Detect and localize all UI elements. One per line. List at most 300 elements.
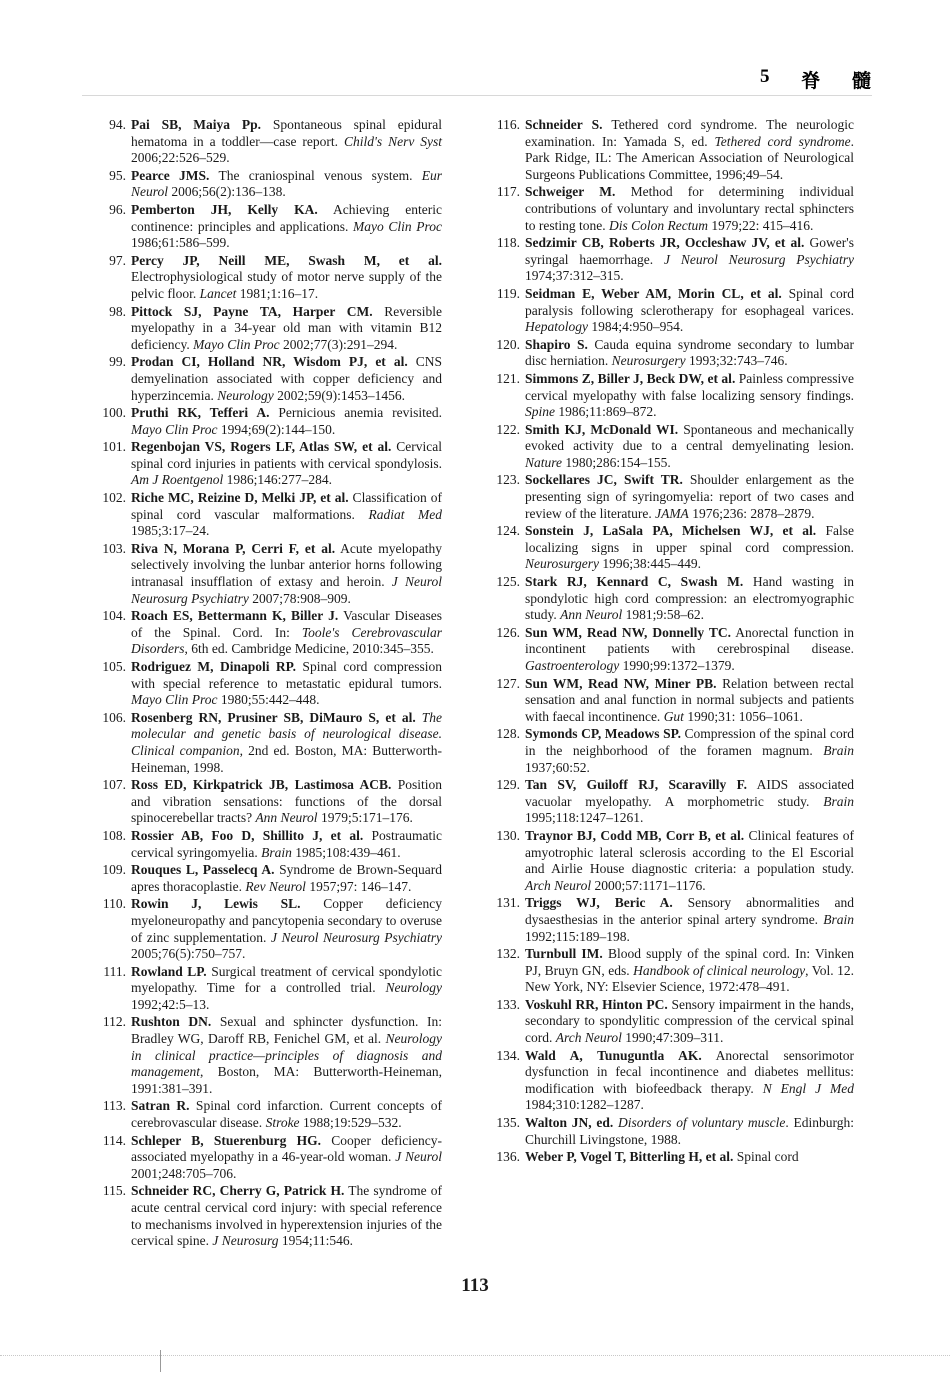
reference-citation: 1981;9:58–62. <box>622 607 705 623</box>
reference-number: 124. <box>496 523 520 539</box>
reference-journal: Dis Colon Rectum <box>609 217 708 233</box>
reference-journal: Mayo Clin Proc <box>193 336 280 352</box>
reference-number: 129. <box>496 777 520 793</box>
reference-citation: 1992;42:5–13. <box>131 996 210 1012</box>
reference-authors: Seidman E, Weber AM, Morin CL, et al. <box>525 285 782 301</box>
reference-authors: Sun WM, Read NW, Donnelly TC. <box>525 624 731 640</box>
reference-citation: 1986;61:586–599. <box>131 235 230 251</box>
reference-citation: 1981;1:16–17. <box>236 285 319 301</box>
reference-authors: Shapiro S. <box>525 336 588 352</box>
references-right-column <box>484 117 854 1167</box>
reference-authors: Ross ED, Kirkpatrick JB, Lastimosa ACB. <box>131 777 392 793</box>
reference-number: 99. <box>109 354 126 370</box>
reference-text: Spinal cord compression with special reference to metastatic epidural tumors. <box>131 659 442 691</box>
reference-journal: Neurosurgery <box>611 353 686 369</box>
reference-authors: Roach ES, Bettermann K, Biller J. <box>131 608 339 624</box>
reference-body <box>131 1098 442 1131</box>
reference-number: 100. <box>102 405 126 421</box>
reference-body <box>131 439 442 489</box>
reference-text: Cervical spinal cord injuries in patients with cervical spondylosis. <box>131 439 442 471</box>
reference-citation: , Vol. 12. New York, NY: Elsevier Science, 1972:478–491. <box>525 962 854 995</box>
reference-text: False localizing signs in upper spinal cord compression. <box>525 523 854 555</box>
reference-entry <box>90 253 442 303</box>
reference-text: Surgical treatment of cervical spondylotic myelopathy. Time for a controlled trial. <box>131 963 442 996</box>
reference-text: Sensory impairment in the hands, secondary to spondylitic compression of the cervical spinal cord. <box>525 996 854 1046</box>
reference-body <box>131 168 442 201</box>
reference-journal: Ann Neurol <box>560 607 623 623</box>
reference-journal: Neurology in clinical practice—principles of diagnosis and management <box>131 1031 442 1080</box>
reference-number: 116. <box>496 117 520 132</box>
reference-citation: 2006;22:526–529. <box>131 150 230 166</box>
reference-citation: 1974;37:312–315. <box>525 268 624 284</box>
reference-number: 110. <box>102 896 126 912</box>
reference-body <box>525 777 854 827</box>
reference-body <box>131 354 442 404</box>
reference-text: Compression of the spinal cord in the neighborhood of the foramen magnum. <box>525 726 854 758</box>
reference-journal: Brain <box>823 742 854 758</box>
reference-entry <box>90 964 442 1014</box>
reference-authors: Percy JP, Neill ME, Swash M, et al. <box>131 252 442 268</box>
reference-text: Clinical features of amyotrophic lateral sclerosis according to the El Escorial and Airlie House diagnostic criteria: a population study. <box>525 827 854 877</box>
reference-authors: Stark RJ, Kennard C, Swash M. <box>525 574 744 590</box>
chapter-title-char-1: 脊 <box>801 71 822 92</box>
reference-authors: Rodriguez M, Dinapoli RP. <box>131 659 297 674</box>
reference-body <box>131 608 442 658</box>
reference-number: 133. <box>496 996 520 1012</box>
reference-authors: Rosenberg RN, Prusiner SB, DiMauro S, et al. <box>131 709 416 725</box>
reference-number: 131. <box>496 895 520 911</box>
reference-citation: 1996;38:445–449. <box>599 556 702 572</box>
reference-entry <box>90 1014 442 1097</box>
reference-authors: Schneider S. <box>525 117 603 132</box>
reference-body <box>131 964 442 1014</box>
reference-citation: . Park Ridge, IL: The American Association of Neurological Surgeons Publications Committee, 1996;49–54. <box>525 133 854 182</box>
reference-body <box>525 1149 854 1166</box>
reference-citation: 1992;115:189–198. <box>525 928 630 944</box>
reference-body <box>131 828 442 861</box>
reference-citation: 2002;59(9):1453–1456. <box>273 387 405 403</box>
reference-journal: Spine <box>525 404 555 420</box>
reference-entry <box>90 896 442 962</box>
reference-number: 134. <box>496 1047 520 1063</box>
reference-text: Gower's syringal haemorrhage. <box>525 235 854 267</box>
reference-authors: Wald A, Tunuguntla AK. <box>525 1047 702 1063</box>
reference-journal: J Neurol <box>395 1149 442 1165</box>
reference-number: 104. <box>102 608 126 624</box>
reference-number: 102. <box>102 490 126 506</box>
reference-authors: Weber P, Vogel T, Bitterling H, et al. <box>525 1149 734 1165</box>
reference-body <box>131 710 442 776</box>
reference-entry <box>484 574 854 624</box>
reference-text: Cauda equina syndrome secondary to lumbar disc herniation. <box>525 336 855 369</box>
reference-body <box>131 405 442 438</box>
reference-number: 112. <box>102 1014 126 1030</box>
reference-citation: 2007;78:908–909. <box>248 590 351 606</box>
reference-text: Method for determining individual contributions of voluntary and involuntary rectal sphincters to resting tone. <box>525 184 854 233</box>
reference-journal: Nature <box>525 454 562 470</box>
reference-entry <box>90 659 442 709</box>
reference-text: Cooper deficiency-associated myelopathy in a 46-year-old woman. <box>131 1132 443 1165</box>
reference-number: 113. <box>102 1098 126 1114</box>
reference-authors: Smith KJ, McDonald WI. <box>525 421 679 437</box>
page-number: 113 <box>461 1275 489 1296</box>
reference-citation: 1979;5:171–176. <box>317 810 413 826</box>
reference-authors: Walton JN, ed. <box>525 1115 614 1131</box>
reference-citation: 1937;60:52. <box>525 759 590 775</box>
reference-text: Anorectal function in incontinent patients with cerebrospinal disease. <box>525 624 854 657</box>
reference-entry <box>90 541 442 607</box>
reference-body <box>131 253 442 303</box>
reference-entry <box>484 523 854 573</box>
reference-body <box>525 184 854 234</box>
reference-number: 117. <box>496 184 520 200</box>
reference-citation: 1994;69(2):144–150. <box>217 421 336 437</box>
reference-entry <box>90 862 442 895</box>
reference-text: Relation between rectal sensation and anal function in normal subjects and patients with faecal incontinence. <box>525 675 854 724</box>
reference-entry <box>484 828 854 894</box>
reference-text: Sensory abnormalities and dysaesthesias in the anterior spinal artery syndrome. <box>525 895 854 927</box>
reference-authors: Rushton DN. <box>131 1014 212 1030</box>
reference-entry <box>484 726 854 776</box>
reference-journal: Stroke <box>265 1115 300 1131</box>
reference-number: 123. <box>496 472 520 488</box>
reference-citation: 2006;56(2):136–138. <box>168 184 286 200</box>
reference-journal: Toole's Cerebrovascular Disorders <box>131 624 442 657</box>
reference-entry <box>484 422 854 472</box>
reference-entry <box>484 1115 854 1148</box>
reference-body <box>525 895 854 945</box>
reference-text: Acute myelopathy selectively involving the lunbar anterior horns following intranasal insufflation of extasy and heroin. <box>131 540 442 590</box>
reference-authors: Schneider RC, Cherry G, Patrick H. <box>131 1183 345 1199</box>
reference-authors: Turnbull IM. <box>525 946 603 962</box>
reference-number: 98. <box>109 303 126 319</box>
reference-entry <box>484 286 854 336</box>
reference-number: 95. <box>109 167 126 183</box>
reference-entry <box>484 117 854 183</box>
reference-number: 130. <box>496 827 520 843</box>
reference-number: 118. <box>496 235 520 251</box>
reference-journal: Mayo Clin Proc <box>131 421 218 437</box>
reference-authors: Pemberton JH, Kelly KA. <box>131 201 318 217</box>
reference-citation: 1984;4:950–954. <box>588 319 684 335</box>
reference-text: Vascular Diseases of the Spinal. Cord. In: <box>131 608 442 640</box>
reference-body <box>525 422 854 472</box>
reference-citation: 1976;236: 2878–2879. <box>688 505 815 521</box>
reference-journal: Brain <box>261 844 292 860</box>
reference-entry <box>90 1183 442 1249</box>
reference-authors: Pruthi RK, Tefferi A. <box>131 405 270 421</box>
reference-entry <box>90 202 442 252</box>
reference-citation: 2002;77(3):291–294. <box>279 336 398 352</box>
reference-text: Sexual and sphincter dysfunction. In: Bradley WG, Daroff RB, Fenichel GM, et al. <box>131 1014 442 1047</box>
reference-text: AIDS associated vacuolar myelopathy. A morphometric study. <box>525 777 855 809</box>
reference-body <box>525 1115 854 1148</box>
reference-entry <box>484 777 854 827</box>
reference-number: 107. <box>102 777 126 793</box>
reference-authors: Rowin J, Lewis SL. <box>131 896 301 912</box>
reference-citation: 1954;11:546. <box>278 1233 353 1249</box>
reference-journal: Arch Neurol <box>525 877 592 893</box>
reference-citation: , Boston, MA: Butterworth-Heineman, 1991:381–391. <box>131 1064 442 1096</box>
reference-number: 108. <box>102 827 126 843</box>
reference-citation: 1980;55:442–448. <box>217 692 320 708</box>
reference-entry <box>484 1048 854 1114</box>
reference-entry <box>90 490 442 540</box>
reference-body <box>525 371 854 421</box>
reference-journal: Neurosurgery <box>525 556 599 572</box>
reference-text: Pernicious anemia revisited. <box>269 405 442 421</box>
reference-authors: Pearce JMS. <box>131 167 210 183</box>
reference-citation: 1980;286:154–155. <box>562 454 671 470</box>
reference-citation: . Edinburgh: Churchill Livingstone, 1988. <box>525 1115 855 1147</box>
reference-journal: Ann Neurol <box>255 810 318 826</box>
reference-journal: Neurology <box>385 980 442 996</box>
chapter-number: 5 <box>760 66 771 87</box>
reference-number: 114. <box>102 1132 126 1148</box>
reference-number: 135. <box>496 1115 520 1131</box>
reference-entry <box>484 676 854 726</box>
reference-entry <box>90 777 442 827</box>
reference-citation: 1990;47:309–311. <box>621 1030 724 1046</box>
reference-number: 125. <box>496 574 520 590</box>
reference-text: CNS demyelination associated with copper deficiency and hyperzincemia. <box>131 354 442 403</box>
reference-authors: Prodan CI, Holland NR, Wisdom PJ, et al. <box>131 354 408 370</box>
running-header <box>760 66 872 93</box>
reference-text: Copper deficiency myeloneuropathy and pancytopenia secondary to overuse of zinc supplementation. <box>131 896 442 945</box>
reference-text: Anorectal sensorimotor dysfunction in fecal incontinence and diabetes mellitus: modification with biofeedback therapy. <box>525 1047 854 1096</box>
reference-journal: N Engl J Med <box>762 1080 854 1096</box>
reference-authors: Satran R. <box>131 1098 190 1114</box>
reference-number: 101. <box>102 439 126 455</box>
reference-entry <box>90 608 442 658</box>
reference-text: Blood supply of the spinal cord. In: Vinken PJ, Bruyn GN, eds. <box>525 946 854 978</box>
header-divider <box>82 95 872 96</box>
reference-number: 105. <box>102 659 126 674</box>
reference-entry <box>484 472 854 522</box>
reference-journal: J Neurosurg <box>212 1233 279 1249</box>
reference-journal: Tethered cord syndrome <box>714 133 851 149</box>
reference-citation: 1957;97: 146–147. <box>305 878 412 894</box>
reference-citation: 1979;22: 415–416. <box>708 217 814 233</box>
reference-body <box>525 1048 854 1114</box>
reference-body <box>525 286 854 336</box>
reference-journal: Brain <box>823 793 854 809</box>
reference-body <box>525 117 854 183</box>
reference-entry <box>484 625 854 675</box>
reference-journal: J Neurol Neurosurg Psychiatry <box>664 251 855 267</box>
reference-citation: 1986;11:869–872. <box>555 404 657 420</box>
footer-crop-mark <box>160 1350 161 1372</box>
reference-journal: Am J Roentgenol <box>131 472 224 488</box>
reference-authors: Tan SV, Guiloff RJ, Scaravilly F. <box>525 777 748 793</box>
reference-authors: Schweiger M. <box>525 184 616 200</box>
reference-journal: Radiat Med <box>368 506 442 522</box>
reference-entry <box>90 354 442 404</box>
reference-entry <box>484 371 854 421</box>
reference-journal: Eur Neurol <box>131 167 442 200</box>
reference-text: Spinal cord infarction. Current concepts of cerebrovascular disease. <box>131 1098 442 1131</box>
reference-text: Syndrome de Brown-Sequard apres thoracoplastie. <box>131 862 442 894</box>
reference-journal: Brain <box>823 911 854 927</box>
reference-body <box>525 625 854 675</box>
reference-entry <box>484 337 854 370</box>
reference-authors: Symonds CP, Meadows SP. <box>525 726 681 742</box>
reference-number: 115. <box>102 1183 126 1199</box>
reference-body <box>131 1133 442 1183</box>
reference-number: 128. <box>496 726 520 742</box>
reference-journal: Child's Nerv Syst <box>343 133 442 149</box>
reference-journal: Hepatology <box>525 319 588 335</box>
reference-citation: 1988;19:529–532. <box>299 1115 402 1131</box>
reference-authors: Rowland LP. <box>131 963 207 979</box>
reference-journal: The molecular and genetic basis of neurological disease. Clinical companion <box>131 709 442 758</box>
reference-authors: Pittock SJ, Payne TA, Harper CM. <box>131 303 373 319</box>
reference-body <box>525 946 854 996</box>
reference-journal: JAMA <box>655 505 689 521</box>
reference-citation: 1990;31: 1056–1061. <box>683 708 803 724</box>
reference-journal: Mayo Clin Proc <box>353 218 442 234</box>
reference-body <box>525 997 854 1047</box>
reference-number: 126. <box>496 624 520 640</box>
reference-entry <box>484 946 854 996</box>
reference-journal: J Neurol Neurosurg Psychiatry <box>270 929 443 945</box>
reference-number: 120. <box>496 336 520 352</box>
reference-citation: 1984;310:1282–1287. <box>525 1097 644 1113</box>
reference-text: Reversible myelopathy in a 34-year old man with vitamin B12 deficiency. <box>131 303 443 352</box>
reference-body <box>131 541 442 607</box>
reference-journal: Rev Neurol <box>245 878 306 894</box>
reference-authors: Rouques L, Passelecq A. <box>131 862 275 878</box>
reference-authors: Regenbojan VS, Rogers LF, Atlas SW, et al. <box>131 439 392 455</box>
reference-body <box>525 523 854 573</box>
reference-entry <box>484 1149 854 1166</box>
reference-number: 132. <box>496 946 520 962</box>
reference-citation: , 6th ed. Cambridge Medicine, 2010:345–355. <box>184 641 434 657</box>
reference-citation: 1985;108:439–461. <box>291 844 401 860</box>
reference-authors: Traynor BJ, Codd MB, Corr B, et al. <box>525 827 745 843</box>
reference-authors: Sonstein J, LaSala PA, Michelsen WJ, et al. <box>525 523 817 539</box>
reference-body <box>525 828 854 894</box>
reference-body <box>525 676 854 726</box>
reference-authors: Riche MC, Reizine D, Melki JP, et al. <box>131 490 349 506</box>
reference-entry <box>90 1133 442 1183</box>
reference-number: 97. <box>109 252 126 268</box>
reference-authors: Voskuhl RR, Hinton PC. <box>525 996 668 1012</box>
reference-entry <box>90 1098 442 1131</box>
chapter-title-char-2: 髓 <box>851 71 872 92</box>
reference-authors: Pai SB, Maiya Pp. <box>131 117 262 132</box>
reference-entry <box>90 710 442 776</box>
reference-body <box>525 574 854 624</box>
reference-text: Spinal cord <box>733 1149 799 1165</box>
reference-body <box>131 1183 442 1249</box>
reference-citation: 1993;32:743–746. <box>685 353 788 369</box>
reference-authors: Sockellares JC, Swift TR. <box>525 472 683 488</box>
reference-body <box>525 726 854 776</box>
reference-entry <box>484 184 854 234</box>
reference-journal: Mayo Clin Proc <box>131 692 218 708</box>
reference-journal: J Neurol Neurosurg Psychiatry <box>131 574 442 606</box>
reference-journal: Arch Neurol <box>555 1030 622 1046</box>
reference-number: 136. <box>496 1149 520 1165</box>
reference-citation: 2000;57:1171–1176. <box>591 877 706 893</box>
reference-journal: Gastroenterology <box>525 658 620 673</box>
reference-citation: 1990;99:1372–1379. <box>619 658 735 673</box>
reference-entry <box>90 405 442 438</box>
reference-body <box>131 1014 442 1097</box>
reference-citation: 1995;118:1247–1261. <box>525 810 644 826</box>
reference-text: Tethered cord syndrome. The neurologic examination. In: Yamada S, ed. <box>525 117 854 149</box>
reference-citation: 1985;3:17–24. <box>131 523 210 539</box>
reference-entry <box>484 997 854 1047</box>
reference-authors: Triggs WJ, Beric A. <box>525 895 673 911</box>
reference-authors: Simmons Z, Biller J, Beck DW, et al. <box>525 370 736 386</box>
reference-text: Spinal cord paralysis following sclerotherapy for esophageal varices. <box>525 285 854 318</box>
reference-authors: Riva N, Morana P, Cerri F, et al. <box>131 540 336 556</box>
reference-text: Spontaneous and mechanically evoked activity due to a central demyelinating lesion. <box>525 421 854 454</box>
reference-body <box>525 472 854 522</box>
reference-body <box>525 235 854 285</box>
reference-journal: Gut <box>663 708 684 724</box>
reference-text: Spontaneous spinal epidural hematoma in a toddler—case report. <box>131 117 442 149</box>
reference-citation: 2005;76(5):750–757. <box>131 946 246 962</box>
reference-body <box>525 337 854 370</box>
reference-entry <box>90 168 442 201</box>
reference-body <box>131 777 442 827</box>
reference-entry <box>90 304 442 354</box>
reference-journal: Handbook of clinical neurology <box>633 962 806 978</box>
references-left-column <box>90 117 442 1251</box>
reference-number: 127. <box>496 675 520 691</box>
reference-text: The syndrome of acute central cervical cord injury: with special reference to mechanisms involved in hyperextension injuries of the cervical spine. <box>131 1183 442 1249</box>
reference-body <box>131 490 442 540</box>
reference-body <box>131 862 442 895</box>
reference-text: Electrophysiological study of motor nerve supply of the pelvic floor. <box>131 269 442 301</box>
reference-text: Classification of spinal cord vascular malformations. <box>131 490 442 522</box>
reference-citation: 1986;146:277–284. <box>223 472 332 488</box>
footer-divider <box>0 1355 950 1356</box>
reference-number: 103. <box>102 540 126 556</box>
reference-citation: , 2nd ed. Boston, MA: Butterworth-Heineman, 1998. <box>131 742 442 775</box>
reference-text: Painless compressive cervical myelopathy with false localizing sensory findings. <box>525 370 855 403</box>
reference-journal: Disorders of voluntary muscle <box>617 1115 786 1131</box>
reference-authors: Sun WM, Read NW, Miner PB. <box>525 675 717 691</box>
reference-number: 121. <box>496 370 520 386</box>
reference-authors: Schleper B, Stuerenburg HG. <box>131 1132 322 1148</box>
reference-number: 94. <box>109 117 126 132</box>
reference-body <box>131 896 442 962</box>
reference-text: Hand wasting in spondylotic high cord compression: an electromyographic study. <box>525 574 854 623</box>
reference-authors: Sedzimir CB, Roberts JR, Occleshaw JV, et al. <box>525 235 805 251</box>
reference-number: 96. <box>109 201 126 217</box>
reference-entry <box>484 235 854 285</box>
reference-entry <box>484 895 854 945</box>
reference-entry <box>90 439 442 489</box>
reference-citation: 2001;248:705–706. <box>131 1165 237 1181</box>
reference-entry <box>90 828 442 861</box>
reference-text: Shoulder enlargement as the presenting sign of syringomyelia: report of two cases and review of the literature. <box>525 472 854 521</box>
reference-text: Position and vibration sensations: functions of the dorsal spinocerebellar tracts? <box>131 777 442 826</box>
reference-body <box>131 202 442 252</box>
reference-body <box>131 304 442 354</box>
reference-text: Postraumatic cervical syringomyelia. <box>131 827 442 860</box>
reference-journal: Neurology <box>217 387 274 403</box>
reference-number: 119. <box>496 285 520 301</box>
reference-text: Achieving enteric continence: principles and applications. <box>131 201 442 234</box>
reference-number: 109. <box>102 862 126 878</box>
reference-body <box>131 117 442 167</box>
reference-authors: Rossier AB, Foo D, Shillito J, et al. <box>131 827 364 843</box>
